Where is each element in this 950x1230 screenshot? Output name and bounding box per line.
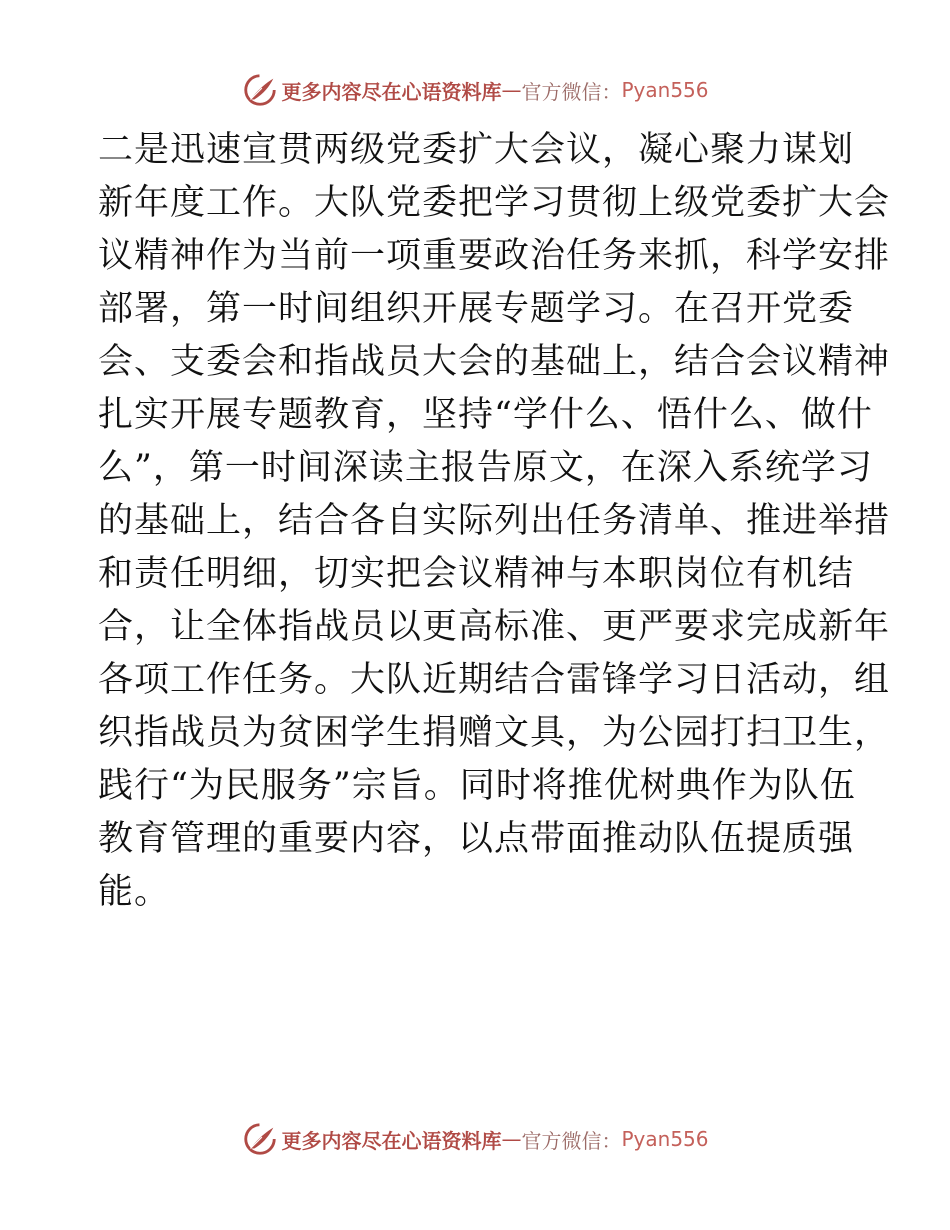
paragraph-line: 新年度工作。大队党委把学习贯彻上级党委扩大会: [98, 183, 891, 223]
paragraph-line: 会、支委会和指战员大会的基础上，结合会议精神: [98, 342, 891, 382]
paragraph-line: 扎实开展专题教育，坚持“学什么、悟什么、做什: [98, 395, 873, 435]
paragraph-line: 织指战员为贫困学生捐赠文具，为公园打扫卫生，: [98, 713, 891, 753]
paragraph-line: 的基础上，结合各自实际列出任务清单、推进举措: [98, 501, 891, 541]
feather-pen-logo-icon: [241, 71, 279, 109]
paragraph-line: 各项工作任务。大队近期结合雷锋学习日活动，组: [98, 660, 891, 700]
paragraph-line: 和责任明细，切实把会议精神与本职岗位有机结: [98, 554, 855, 594]
watermark-wechat-label: 官方微信：: [521, 79, 622, 104]
feather-pen-logo-icon: [241, 1120, 279, 1158]
body-paragraph: [98, 124, 891, 919]
footer-watermark: [0, 1119, 950, 1159]
paragraph-line: 能。: [98, 872, 171, 912]
header-watermark: [0, 70, 950, 110]
watermark-site-text: 更多内容尽在心语资料库: [281, 1128, 502, 1153]
paragraph-line: 议精神作为当前一项重要政治任务来抓，科学安排: [98, 236, 891, 276]
watermark-separator: —: [501, 1127, 522, 1151]
paragraph-line: 教育管理的重要内容，以点带面推动队伍提质强: [98, 819, 855, 859]
watermark-wechat-label: 官方微信：: [521, 1128, 622, 1153]
watermark-separator: —: [501, 78, 522, 102]
watermark-site-text: 更多内容尽在心语资料库: [281, 79, 502, 104]
watermark-wechat-id: Pyan556: [621, 78, 709, 102]
paragraph-line: 合，让全体指战员以更高标准、更严要求完成新年: [98, 607, 891, 647]
watermark-wechat-id: Pyan556: [621, 1127, 709, 1151]
paragraph-line: 么”，第一时间深读主报告原文，在深入系统学习: [98, 448, 873, 488]
paragraph-line: 二是迅速宣贯两级党委扩大会议，凝心聚力谋划: [98, 130, 855, 170]
paragraph-line: 践行“为民服务”宗旨。同时将推优树典作为队伍: [98, 766, 856, 806]
paragraph-line: 部署，第一时间组织开展专题学习。在召开党委: [98, 289, 855, 329]
